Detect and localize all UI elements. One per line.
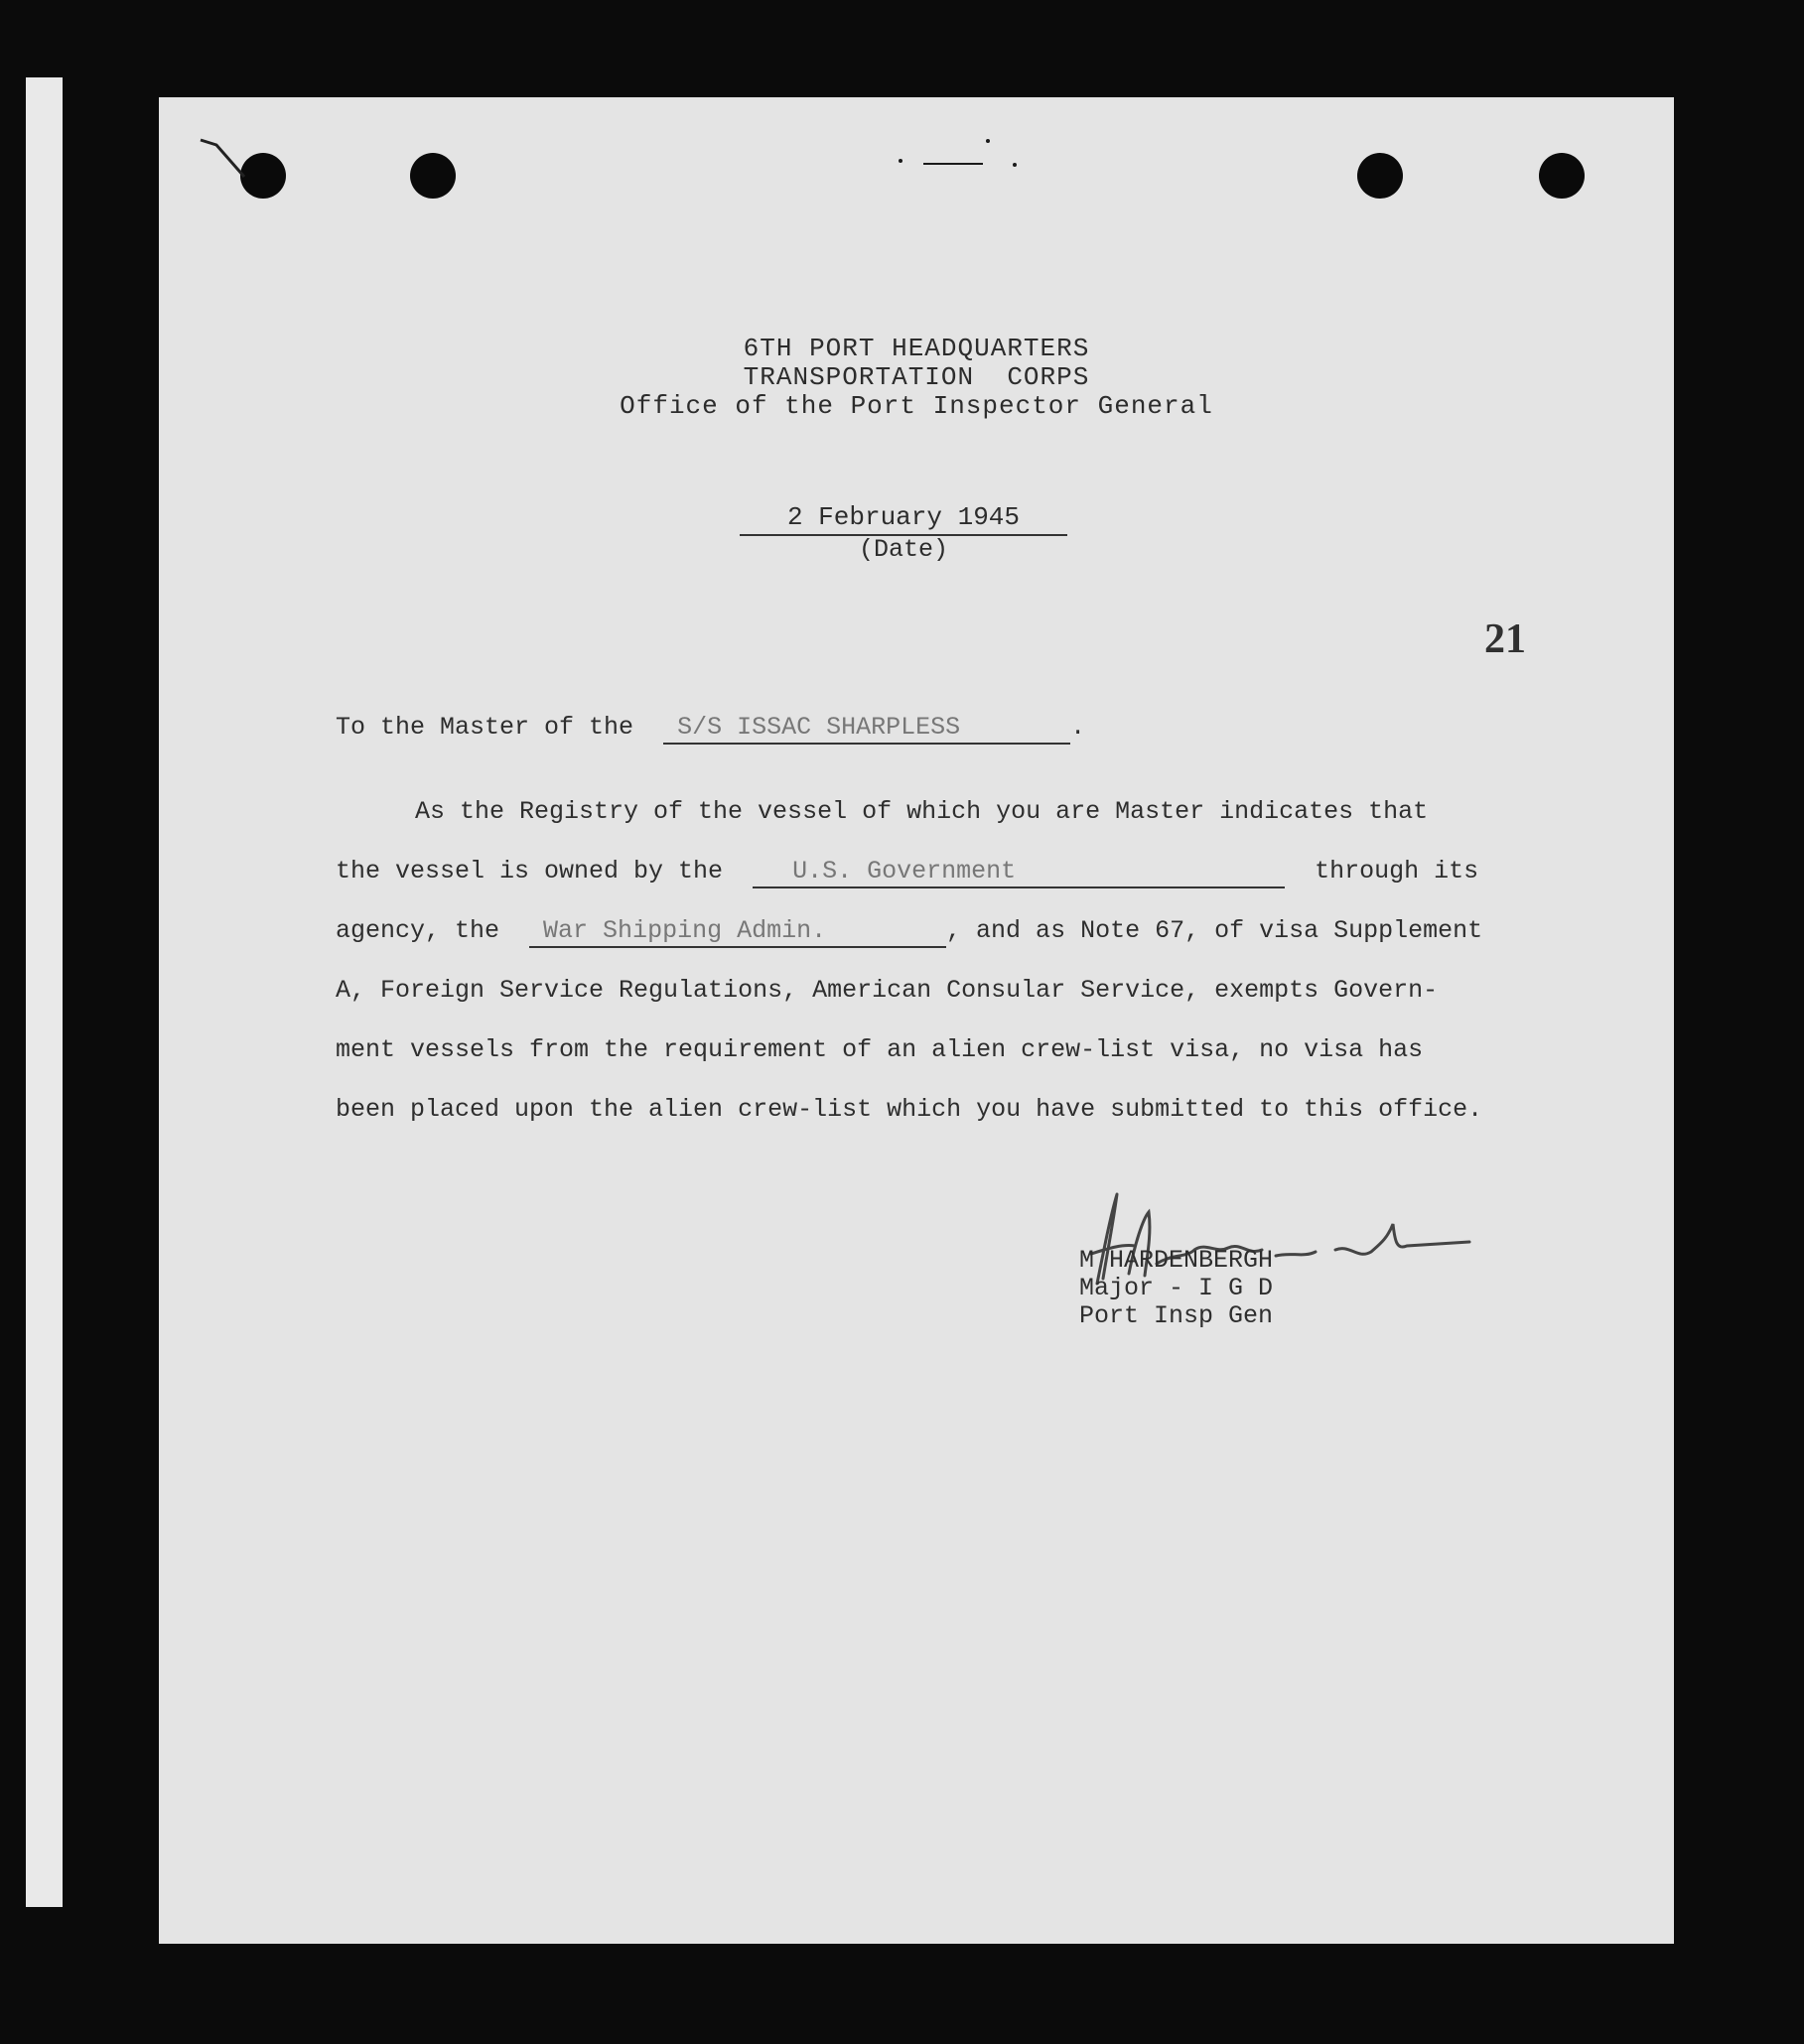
pen-mark [199, 137, 258, 187]
date-value: 2 February 1945 [786, 502, 1021, 532]
ink-speck [899, 159, 902, 163]
ink-speck [986, 139, 990, 143]
body-line-5: ment vessels from the requirement of an alien crew-list visa, no visa has [336, 1035, 1424, 1064]
salutation [336, 713, 1085, 745]
left-edge-strip [26, 77, 63, 1907]
body-line-3-prefix: agency, the [336, 916, 500, 945]
punch-hole-4 [1539, 153, 1585, 199]
body-line-2 [336, 857, 1478, 888]
body-line-3-suffix: , and as Note 67, of visa Supplement [946, 916, 1483, 945]
letterhead-line-3: Office of the Port Inspector General [620, 391, 1213, 421]
ink-speck [1013, 163, 1017, 167]
body-line-3 [336, 916, 1482, 948]
body-line-1: As the Registry of the vessel of which you are Master indicates that [415, 797, 1429, 826]
signatory-rank: Major - I G D [1079, 1274, 1274, 1302]
letterhead-line-2: TRANSPORTATION CORPS [743, 362, 1090, 392]
body-line-6: been placed upon the alien crew-list which you have submitted to this office. [336, 1095, 1483, 1124]
owner-field: U.S. Government [753, 857, 1285, 888]
page-number: 21 [1484, 616, 1526, 662]
body-line-2-prefix: the vessel is owned by the [336, 857, 724, 886]
document-page [159, 97, 1674, 1944]
salutation-prefix: To the Master of the [336, 713, 634, 742]
signatory-name: M HARDENBERGH [1079, 1246, 1274, 1275]
ink-speck [923, 163, 983, 165]
body-line-4: A, Foreign Service Regulations, American Consular Service, exempts Govern- [336, 976, 1439, 1005]
agency-field: War Shipping Admin. [529, 916, 946, 948]
salutation-suffix: . [1070, 713, 1086, 742]
punch-hole-2 [410, 153, 456, 199]
punch-hole-3 [1357, 153, 1403, 199]
letterhead-line-1: 6TH PORT HEADQUARTERS [743, 334, 1090, 363]
vessel-name-field: S/S ISSAC SHARPLESS [663, 713, 1070, 745]
date-label: (Date) [858, 535, 948, 564]
body-line-2-suffix: through its [1315, 857, 1479, 886]
date-block [740, 502, 1067, 564]
signatory-title: Port Insp Gen [1079, 1301, 1274, 1330]
